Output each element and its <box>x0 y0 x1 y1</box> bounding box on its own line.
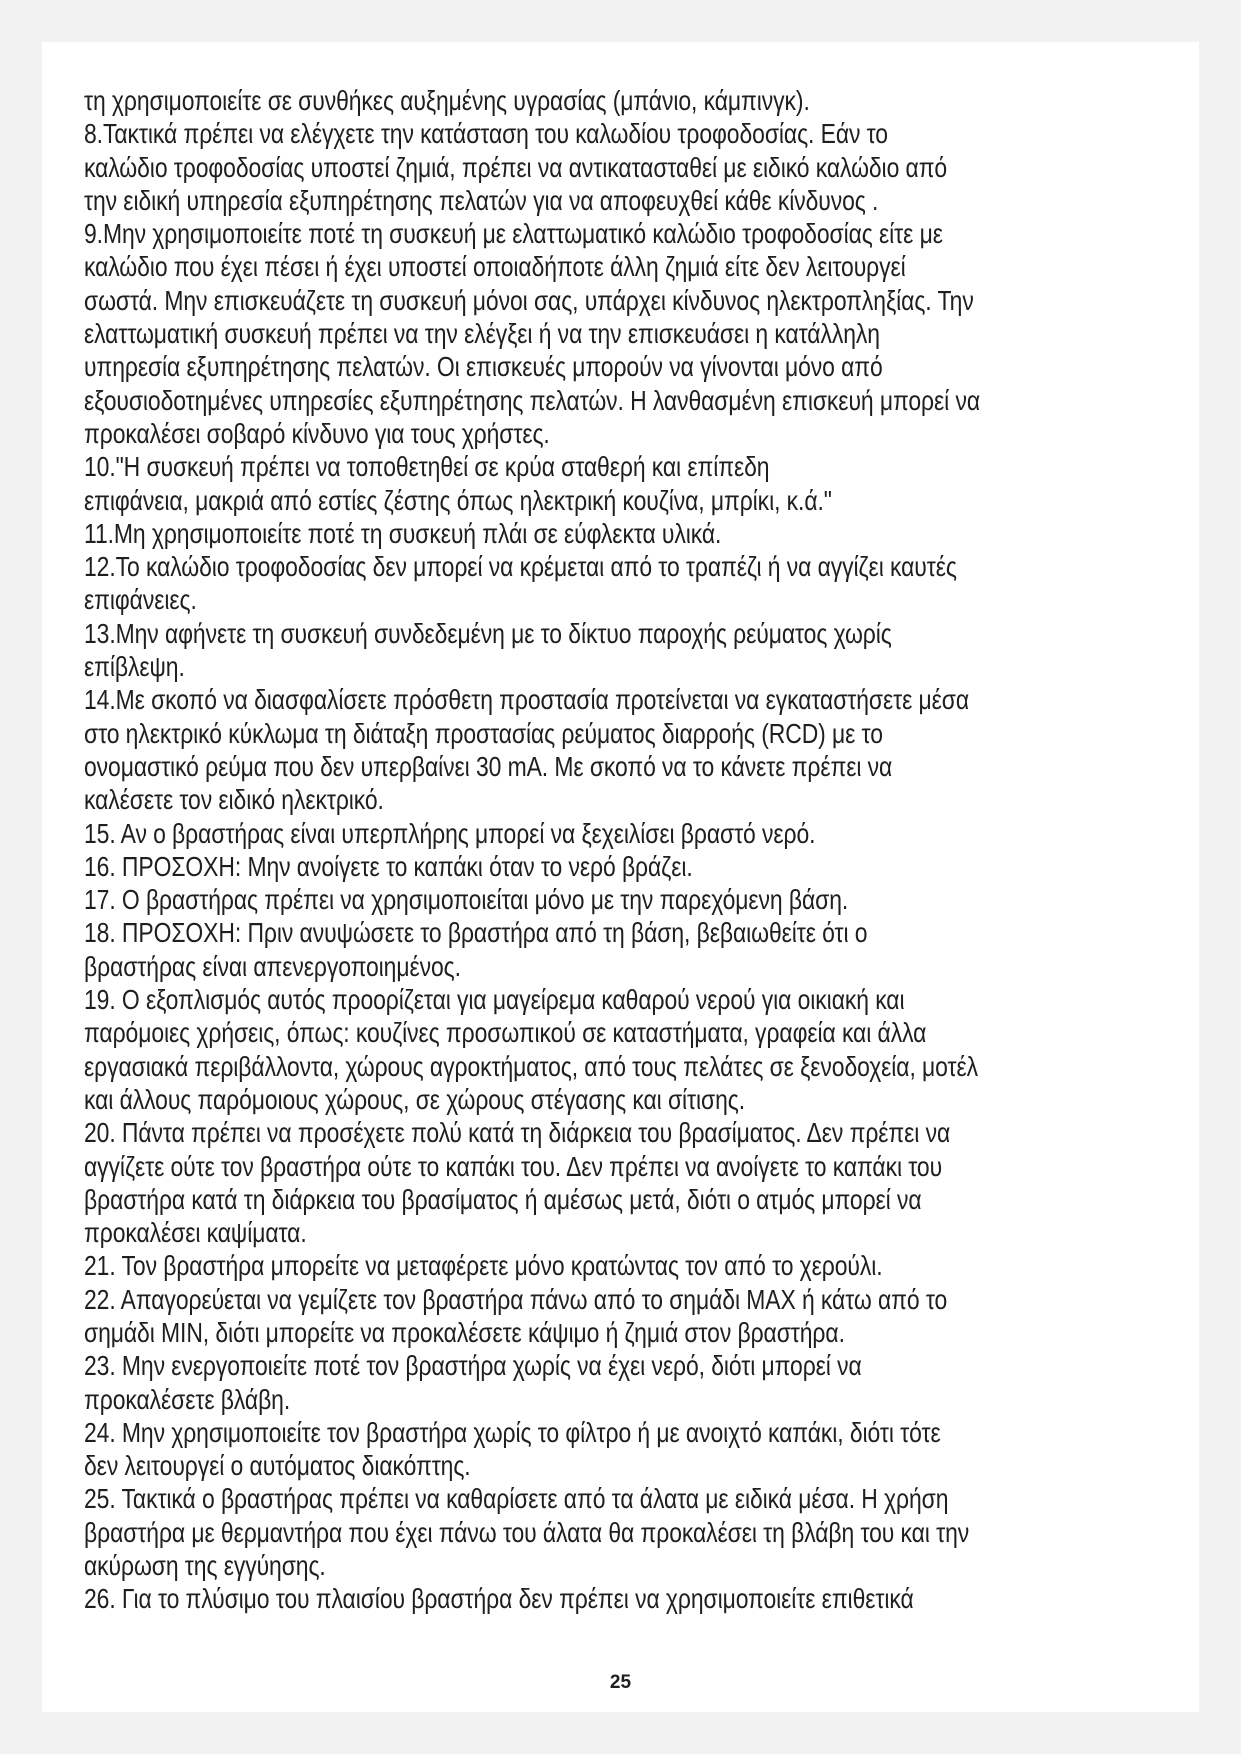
text-line: 9.Μην χρησιμοποιείτε ποτέ τη συσκευή με ελαττωματικό καλώδιο τροφοδοσίας είτε με <box>84 218 943 250</box>
text-line: 16. ΠΡΟΣΟΧΗ: Μην ανοίγετε το καπάκι όταν το νερό βράζει. <box>84 850 693 882</box>
text-line: και άλλους παρόμοιους χώρους, σε χώρους στέγασης και σίτισης. <box>84 1083 746 1115</box>
text-line: επιφάνειες. <box>84 584 197 616</box>
text-line: ονομαστικό ρεύμα που δεν υπερβαίνει 30 mA. Με σκοπό να το κάνετε πρέπει να <box>84 750 893 782</box>
text-line: 21. Τον βραστήρα μπορείτε να μεταφέρετε μόνο κρατώντας τον από το χερούλι. <box>84 1250 883 1282</box>
text-line: 14.Με σκοπό να διασφαλίσετε πρόσθετη προστασία προτείνεται να εγκαταστήσετε μέσα <box>84 684 970 716</box>
text-line: τη χρησιμοποιείτε σε συνθήκες αυξημένης υγρασίας (μπάνιο, κάμπινγκ). <box>84 85 810 116</box>
text-line: βραστήρας είναι απενεργοποιημένος. <box>84 950 461 982</box>
text-line: αγγίζετε ούτε τον βραστήρα ούτε το καπάκι του. Δεν πρέπει να ανοίγετε το καπάκι του <box>84 1150 943 1182</box>
text-line: υπηρεσία εξυπηρέτησης πελατών. Οι επισκευές μπορούν να γίνονται μόνο από <box>84 351 883 383</box>
text-line: ακύρωση της εγγύησης. <box>84 1550 326 1582</box>
text-line: δεν λειτουργεί ο αυτόματος διακόπτης. <box>84 1450 471 1482</box>
text-line: 23. Μην ενεργοποιείτε ποτέ τον βραστήρα χωρίς να έχει νερό, διότι μπορεί να <box>84 1350 862 1382</box>
text-line: στο ηλεκτρικό κύκλωμα τη διάταξη προστασίας ρεύματος διαρροής (RCD) με το <box>84 717 883 749</box>
text-line: προκαλέσετε βλάβη. <box>84 1383 291 1415</box>
text-line: 20. Πάντα πρέπει να προσέχετε πολύ κατά τη διάρκεια του βρασίματος. Δεν πρέπει να <box>84 1117 951 1149</box>
text-line: 11.Μη χρησιμοποιείτε ποτέ τη συσκευή πλάι σε εύφλεκτα υλικά. <box>84 517 722 549</box>
text-line: 19. Ο εξοπλισμός αυτός προορίζεται για μαγείρεμα καθαρού νερού για οικιακή και <box>84 984 905 1016</box>
text-line: επίβλεψη. <box>84 651 185 683</box>
text-line: 17. Ο βραστήρας πρέπει να χρησιμοποιείται μόνο με την παρεχόμενη βάση. <box>84 884 849 916</box>
text-line: εργασιακά περιβάλλοντα, χώρους αγροκτήματος, από τους πελάτες σε ξενοδοχεία, μοτέλ <box>84 1050 979 1082</box>
text-line: σημάδι MIN, διότι μπορείτε να προκαλέσετε κάψιμο ή ζημιά στον βραστήρα. <box>84 1316 845 1348</box>
text-line: 22. Απαγορεύεται να γεμίζετε τον βραστήρα πάνω από το σημάδι MAX ή κάτω από το <box>84 1283 948 1315</box>
text-line: καλώδιο τροφοδοσίας υποστεί ζημιά, πρέπει να αντικατασταθεί με ειδικό καλώδιο από <box>84 151 948 183</box>
text-line: 18. ΠΡΟΣΟΧΗ: Πριν ανυψώσετε το βραστήρα από τη βάση, βεβαιωθείτε ότι ο <box>84 917 868 949</box>
document-body <box>84 84 1004 1616</box>
text-line: παρόμοιες χρήσεις, όπως: κουζίνες προσωπικού σε καταστήματα, γραφεία και άλλα <box>84 1017 927 1049</box>
text-line: ελαττωματική συσκευή πρέπει να την ελέγξει ή να την επισκευάσει η κατάλληλη <box>84 318 880 350</box>
text-line: προκαλέσει καψίματα. <box>84 1217 307 1249</box>
text-line: σωστά. Μην επισκευάζετε τη συσκευή μόνοι σας, υπάρχει κίνδυνος ηλεκτροπληξίας. Την <box>84 284 974 316</box>
text-line: 25. Τακτικά ο βραστήρας πρέπει να καθαρίσετε από τα άλατα με ειδικά μέσα. Η χρήση <box>84 1483 949 1515</box>
text-line: καλέσετε τον ειδικό ηλεκτρικό. <box>84 784 384 816</box>
text-line: επιφάνεια, μακριά από εστίες ζέστης όπως ηλεκτρική κουζίνα, μπρίκι, κ.ά." <box>84 484 832 516</box>
text-line: βραστήρα με θερμαντήρα που έχει πάνω του άλατα θα προκαλέσει τη βλάβη του και την <box>84 1516 970 1548</box>
text-line: 15. Αν ο βραστήρας είναι υπερπλήρης μπορεί να ξεχειλίσει βραστό νερό. <box>84 817 816 849</box>
text-line: την ειδική υπηρεσία εξυπηρέτησης πελατών για να αποφευχθεί κάθε κίνδυνος . <box>84 184 879 216</box>
text-line: βραστήρα κατά τη διάρκεια του βρασίματος ή αμέσως μετά, διότι ο ατμός μπορεί να <box>84 1183 922 1215</box>
text-line: καλώδιο που έχει πέσει ή έχει υποστεί οποιαδήποτε άλλη ζημιά είτε δεν λειτουργεί <box>84 251 906 283</box>
text-line: προκαλέσει σοβαρό κίνδυνο για τους χρήστες. <box>84 417 550 449</box>
text-line: 8.Τακτικά πρέπει να ελέγχετε την κατάσταση του καλωδίου τροφοδοσίας. Εάν το <box>84 118 888 150</box>
text-line: 12.Το καλώδιο τροφοδοσίας δεν μπορεί να κρέμεται από το τραπέζι ή να αγγίζει καυτές <box>84 551 957 583</box>
text-line: 13.Μην αφήνετε τη συσκευή συνδεδεμένη με το δίκτυο παροχής ρεύματος χωρίς <box>84 617 892 649</box>
text-line: 26. Για το πλύσιμο του πλαισίου βραστήρα δεν πρέπει να χρησιμοποιείτε επιθετικά <box>84 1583 914 1615</box>
text-line: εξουσιοδοτημένες υπηρεσίες εξυπηρέτησης πελατών. Η λανθασμένη επισκευή μπορεί να <box>84 384 981 416</box>
text-line: 10."Η συσκευή πρέπει να τοποθετηθεί σε κρύα σταθερή και επίπεδη <box>84 451 770 483</box>
text-line: 24. Μην χρησιμοποιείτε τον βραστήρα χωρίς το φίλτρο ή με ανοιχτό καπάκι, διότι τότε <box>84 1416 941 1448</box>
page-number: 25 <box>609 1672 632 1693</box>
